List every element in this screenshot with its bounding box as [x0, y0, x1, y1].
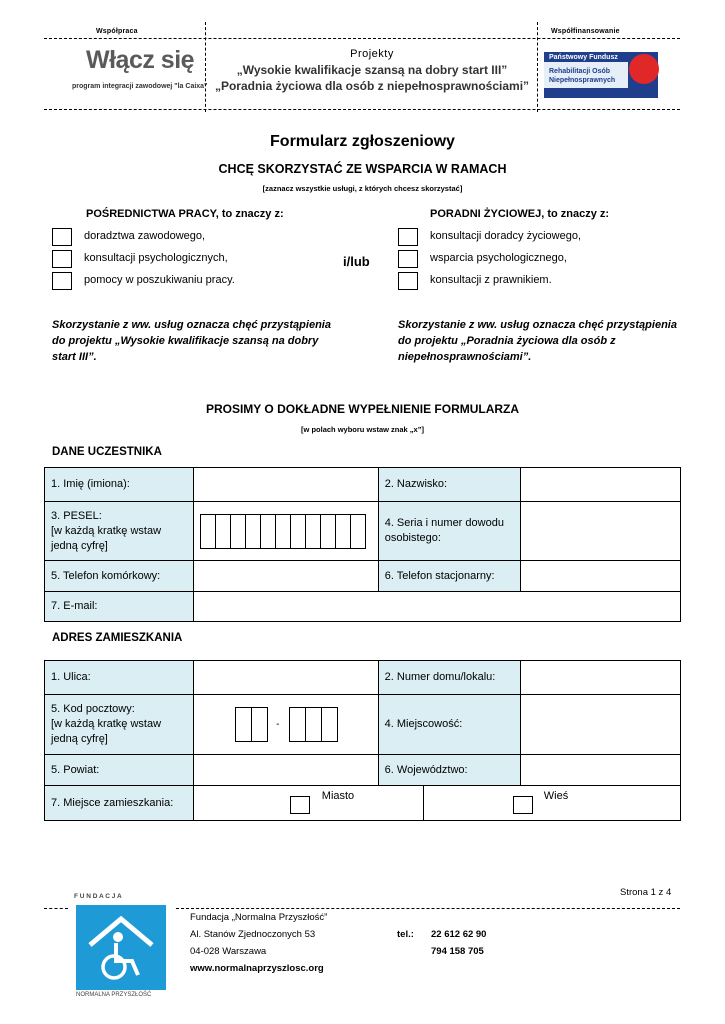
right-note: Skorzystanie z ww. usług oznacza chęć przystąpienia do projektu „Poradnia życiowa dla osób z niepełnosprawnościami”. [398, 319, 677, 363]
footer-tel-2: 794 158 705 [431, 946, 484, 957]
house-number-field[interactable] [521, 661, 681, 695]
option-life-coach: konsultacji doradcy życiowego, [430, 230, 582, 242]
table-row [45, 561, 681, 592]
form-instruction: [zaznacz wszystkie usługi, z których chcesz skorzystać] [262, 184, 463, 193]
house-number-label: 2. Numer domu/lokalu: [378, 661, 521, 695]
projects-block [206, 48, 538, 93]
project-2: „Poradnia życiowa dla osób z niepełnosprawnościami” [214, 79, 530, 93]
page-number: Strona 1 z 4 [620, 887, 672, 898]
project-1: „Wysokie kwalifikacje szansą na dobry start III” [236, 63, 508, 77]
fill-request: PROSIMY O DOKŁADNE WYPEŁNIENIE FORMULARZA [205, 402, 520, 416]
first-name-field[interactable] [193, 468, 378, 502]
wlacz-sie-logo [58, 46, 208, 98]
address-section-title: ADRES ZAMIESZKANIA [52, 632, 183, 644]
header-top-rule [44, 38, 680, 39]
foundation-sub: NORMALNA PRZYSZŁOŚĆ [76, 992, 152, 998]
first-name-label: 1. Imię (imiona): [45, 468, 194, 502]
table-row [45, 592, 681, 622]
table-row [45, 661, 681, 695]
landline-field[interactable] [521, 561, 681, 592]
option-career-counseling: doradztwa zawodowego, [84, 230, 206, 242]
projects-label: Projekty [350, 48, 394, 60]
pfron-logo [544, 52, 658, 98]
option-lawyer: konsultacji z prawnikiem. [430, 274, 552, 286]
form-subtitle: CHCĘ SKORZYSTAĆ ZE WSPARCIA W RAMACH [218, 162, 507, 176]
foundation-word: F U N D A C J A [74, 893, 122, 900]
logo-title: Włącz się [86, 46, 195, 74]
checkbox-life-coach[interactable] [398, 228, 418, 246]
pfron-line-3: Niepełnosprawnych [549, 77, 616, 84]
pfron-line-1: Państwowy Fundusz [549, 54, 618, 61]
footer-rule [176, 908, 680, 909]
pfron-line-2: Rehabilitacji Osób [549, 68, 611, 75]
footer-website[interactable]: www.normalnaprzyszlosc.org [190, 963, 324, 974]
foundation-logo [76, 905, 166, 990]
postal-code-field[interactable] [193, 695, 378, 755]
checkbox-psych-consultations[interactable] [52, 250, 72, 268]
cofinancing-label: Współfinansowanie [551, 28, 620, 35]
mobile-label: 5. Telefon komórkowy: [45, 561, 194, 592]
pesel-field[interactable] [193, 502, 378, 561]
residence-village-label: Wieś [543, 790, 569, 802]
email-field[interactable] [193, 592, 680, 622]
email-label: 7. E-mail: [45, 592, 194, 622]
option-psych-consultations: konsultacji psychologicznych, [84, 252, 228, 264]
pesel-label: 3. PESEL: [w każdą kratkę wstaw jedną cyfrę] [45, 502, 194, 561]
form-title: Formularz zgłoszeniowy [270, 133, 455, 150]
residence-field [193, 786, 680, 821]
pfron-emblem-icon [629, 54, 659, 84]
footer-tel-1: 22 612 62 90 [431, 929, 487, 940]
connector-and-or: i/lub [343, 254, 370, 269]
last-name-field[interactable] [521, 468, 681, 502]
county-field[interactable] [193, 755, 378, 786]
fill-instruction: [w polach wyboru wstaw znak „x”] [301, 425, 424, 434]
right-heading: PORADNI ŻYCIOWEJ, to znaczy z: [430, 208, 610, 220]
mobile-field[interactable] [193, 561, 378, 592]
cooperation-label: Współpraca [96, 28, 138, 35]
table-row [45, 755, 681, 786]
left-heading: POŚREDNICTWA PRACY, to znaczy z: [86, 208, 284, 220]
option-job-search-help: pomocy w poszukiwaniu pracy. [84, 274, 235, 286]
postal-code-digit-boxes[interactable] [200, 707, 372, 742]
voivodeship-label: 6. Województwo: [378, 755, 521, 786]
postal-code-label: 5. Kod pocztowy: [w każdą kratkę wstaw jedną cyfrę] [45, 695, 194, 755]
option-psych-support: wsparcia psychologicznego, [430, 252, 567, 264]
table-row [45, 695, 681, 755]
footer-org: Fundacja „Normalna Przyszłość” [190, 912, 328, 923]
checkbox-lawyer[interactable] [398, 272, 418, 290]
id-number-label: 4. Seria i numer dowodu osobistego: [378, 502, 521, 561]
table-row [45, 502, 681, 561]
city-label: 4. Miejscowość: [378, 695, 521, 755]
participant-section-title: DANE UCZESTNIKA [52, 446, 162, 458]
voivodeship-field[interactable] [521, 755, 681, 786]
address-table [44, 660, 681, 821]
footer-street: Al. Stanów Zjednoczonych 53 [190, 929, 316, 940]
logo-subtitle: program integracji zawodowej "la Caixa" [72, 83, 208, 90]
residence-city-label: Miasto [321, 790, 355, 802]
wheelchair-house-icon [76, 905, 166, 990]
last-name-label: 2. Nazwisko: [378, 468, 521, 502]
checkbox-residence-city[interactable] [290, 796, 310, 814]
checkbox-job-search-help[interactable] [52, 272, 72, 290]
street-label: 1. Ulica: [45, 661, 194, 695]
checkbox-psych-support[interactable] [398, 250, 418, 268]
postal-code-dash: - [276, 719, 280, 730]
table-row [45, 468, 681, 502]
footer-city: 04-028 Warszawa [190, 946, 267, 957]
residence-label: 7. Miejsce zamieszkania: [45, 786, 194, 821]
city-field[interactable] [521, 695, 681, 755]
checkbox-residence-village[interactable] [513, 796, 533, 814]
landline-label: 6. Telefon stacjonarny: [378, 561, 521, 592]
participant-table [44, 467, 681, 622]
county-label: 5. Powiat: [45, 755, 194, 786]
pesel-digit-boxes[interactable] [200, 514, 372, 549]
table-row [45, 786, 681, 821]
checkbox-career-counseling[interactable] [52, 228, 72, 246]
left-note: Skorzystanie z ww. usług oznacza chęć przystąpienia do projektu „Wysokie kwalifikacje szansą na dobry start III”. [52, 319, 331, 363]
street-field[interactable] [193, 661, 378, 695]
id-number-field[interactable] [521, 502, 681, 561]
footer-tel-label: tel.: [397, 929, 414, 940]
header-bottom-rule [44, 109, 680, 110]
